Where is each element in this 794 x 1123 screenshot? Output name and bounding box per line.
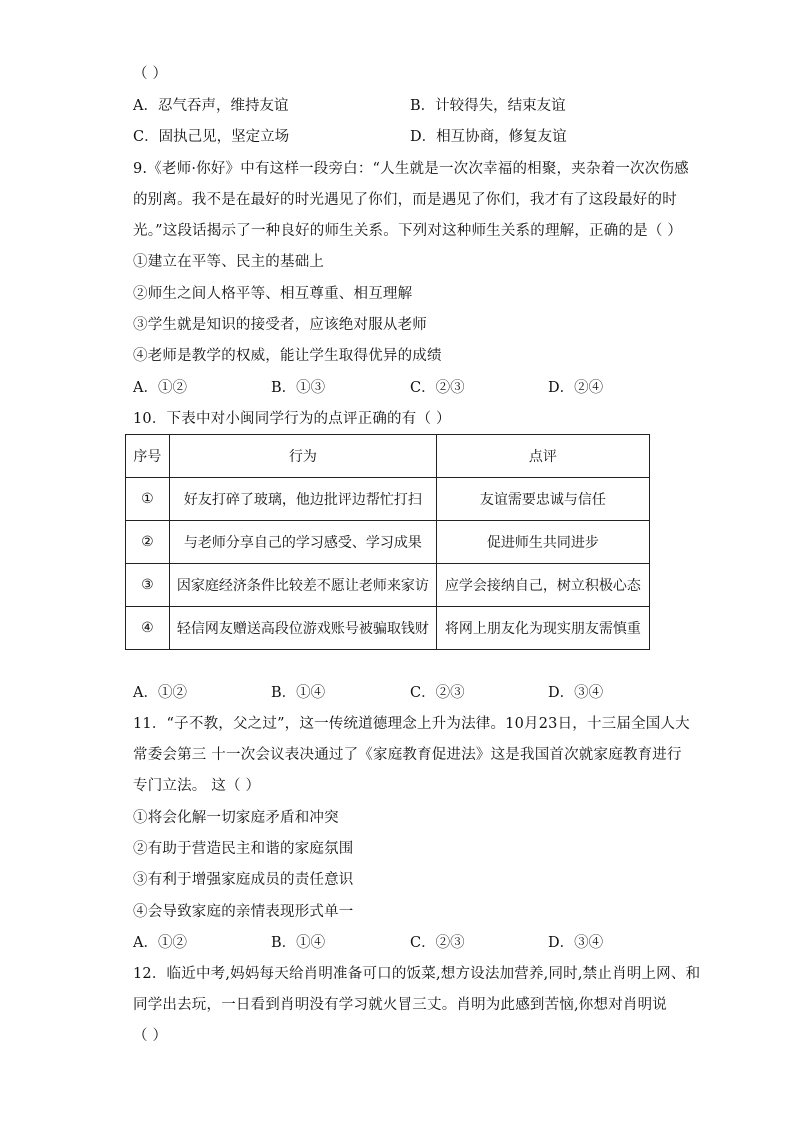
header-behavior: 行为 — [169, 435, 436, 478]
q9-item-2: ②师生之间人格平等、相互尊重、相互理解 — [133, 286, 413, 302]
q9-option-d: D．②④ — [548, 380, 604, 396]
q9-stem-line-3: 光。”这段话揭示了一种良好的师生关系。下列对这种师生关系的理解，正确的是（ ） — [133, 223, 683, 239]
evaluation-table — [125, 434, 650, 650]
q9-item-4: ④老师是教学的权威，能让学生取得优异的成绩 — [133, 348, 442, 364]
q11-item-2: ②有助于营造民主和谐的家庭氛围 — [133, 841, 354, 857]
q9-stem-line-2: 的别离。我不是在最好的时光遇见了你们，而是遇见了你们，我才有了这段最好的时 — [133, 192, 677, 208]
option-letter: B． — [410, 98, 436, 114]
q11-option-a: A．①② — [133, 935, 187, 951]
q10-option-c: C．②③ — [410, 685, 465, 701]
row-behavior: 与老师分享自己的学习感受、学习成果 — [169, 521, 436, 564]
q9-item-1: ①建立在平等、民主的基础上 — [133, 254, 325, 270]
row-comment: 将网上朋友化为现实朋友需慎重 — [436, 607, 649, 650]
option-letter: D． — [410, 129, 437, 145]
table-row — [126, 564, 650, 607]
q9-option-a: A．①② — [133, 380, 187, 396]
q11-option-b: B．①④ — [271, 935, 326, 951]
q10-option-d: D．③④ — [548, 685, 604, 701]
q9-stem-line-1: 9.《老师·你好》中有这样一段旁白：“人生就是一次次幸福的相聚，夹杂着一次次伤感 — [133, 161, 689, 177]
q12-stem-line-3: （ ） — [133, 1028, 168, 1044]
row-index: ① — [126, 478, 170, 521]
q8-option-d — [410, 127, 567, 147]
q8-option-a — [133, 96, 288, 116]
table-row — [126, 521, 650, 564]
option-text: 计较得失，结束友谊 — [435, 98, 566, 114]
q11-item-3: ③有利于增强家庭成员的责任意识 — [133, 872, 354, 888]
row-comment: 友谊需要忠诚与信任 — [436, 478, 649, 521]
option-letter: C． — [133, 129, 159, 145]
q11-stem-line-2: 常委会第三 十一次会议表决通过了《家庭教育促进法》这是我国首次就家庭教育进行 — [133, 747, 682, 763]
row-index: ④ — [126, 607, 170, 650]
q10-option-a: A．①② — [133, 685, 187, 701]
q11-stem-line-3: 专门立法。 这（ ） — [133, 778, 261, 794]
option-text: 忍气吞声，维持友谊 — [157, 98, 289, 114]
q11-item-4: ④会导致家庭的亲情表现形式单一 — [133, 904, 354, 920]
q11-option-d: D．③④ — [548, 935, 604, 951]
q9-item-3: ③学生就是知识的接受者，应该绝对服从老师 — [133, 317, 427, 333]
q12-stem-line-1: 12．临近中考,妈妈每天给肖明准备可口的饭菜,想方设法加营养,同时,禁止肖明上网、和 — [133, 966, 701, 982]
header-index: 序号 — [126, 435, 170, 478]
option-text: 相互协商，修复友谊 — [436, 129, 567, 145]
q10-option-b: B．①④ — [271, 685, 326, 701]
row-index: ② — [126, 521, 170, 564]
row-behavior: 轻信网友赠送高段位游戏账号被骗取钱财 — [169, 607, 436, 650]
row-comment: 应学会接纳自己，树立积极心态 — [436, 564, 649, 607]
table-header-row — [126, 435, 650, 478]
q8-option-c — [133, 127, 289, 147]
q9-option-b: B．①③ — [271, 380, 326, 396]
q8-paren: （ ） — [133, 66, 168, 82]
option-letter: A． — [133, 98, 158, 114]
option-text: 固执己见，坚定立场 — [158, 129, 290, 145]
q8-option-b — [410, 96, 566, 116]
q10-stem: 10．下表中对小闽同学行为的点评正确的有（ ） — [133, 411, 451, 427]
q12-stem-line-2: 同学出去玩，一日看到肖明没有学习就火冒三丈。肖明为此感到苦恼,你想对肖明说 — [133, 997, 668, 1013]
header-comment: 点评 — [436, 435, 649, 478]
q11-stem-line-1: 11．“子不教，父之过”，这一传统道德理念上升为法律。10月23日，十三届全国人大 — [133, 716, 690, 732]
q9-option-c: C．②③ — [410, 380, 465, 396]
q11-option-c: C．②③ — [410, 935, 465, 951]
table-row — [126, 478, 650, 521]
row-behavior: 好友打碎了玻璃，他边批评边帮忙打扫 — [169, 478, 436, 521]
table-row — [126, 607, 650, 650]
q11-item-1: ①将会化解一切家庭矛盾和冲突 — [133, 810, 339, 826]
row-index: ③ — [126, 564, 170, 607]
row-behavior: 因家庭经济条件比较差不愿让老师来家访 — [169, 564, 436, 607]
row-comment: 促进师生共同进步 — [436, 521, 649, 564]
